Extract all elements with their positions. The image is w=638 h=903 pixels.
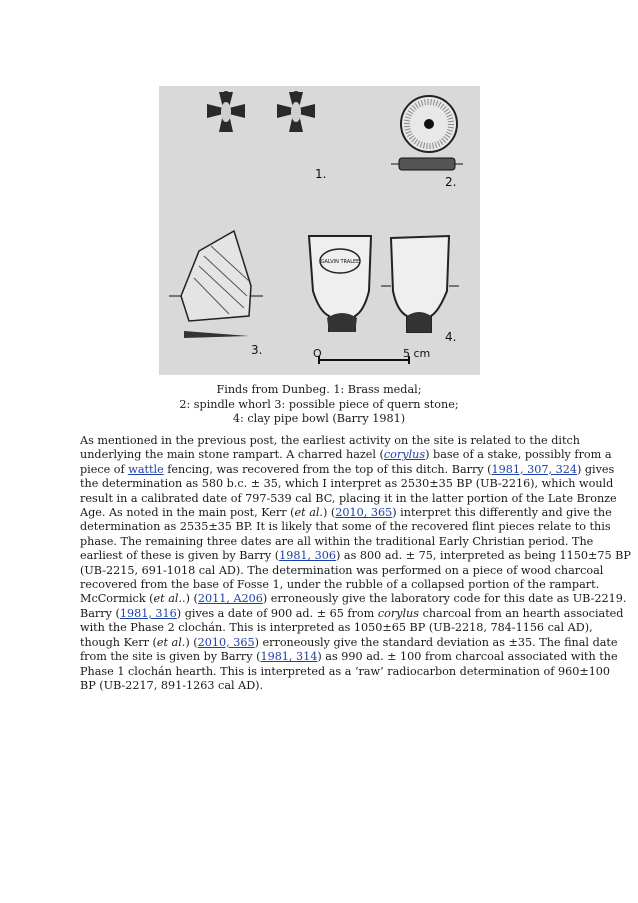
- text-line: (UB-2215, 691-1018 cal AD). The determination was performed on a piece of wood charcoal: [80, 563, 604, 577]
- barry-1981-306-link[interactable]: 1981, 306: [279, 549, 337, 563]
- caption-line: Finds from Dunbeg. 1: Brass medal;: [216, 383, 422, 396]
- figure-caption: [80, 383, 558, 427]
- text-line: result in a calibrated date of 797-539 cal BC, placing it in the latter portion of the Late Bronze: [80, 491, 617, 505]
- text-line: BP (UB-2217, 891-1263 cal AD).: [80, 678, 264, 692]
- pipe-stamp: GALVIN TRALEE: [320, 259, 360, 265]
- text-line: earliest of these is given by Barry (1981, 306) as 800 ad. ± 75, interpreted as being 1150±75 BP: [80, 549, 631, 563]
- finds-figure: [159, 86, 480, 375]
- text-line: phase. The remaining three dates are all within the traditional Early Christian period. The: [80, 534, 594, 548]
- text-line: Age. As noted in the main post, Kerr (et al.) (2010, 365) interpret this differently and give the: [80, 506, 612, 520]
- wattle-link[interactable]: wattle: [128, 462, 164, 476]
- kerr-2010-link-2[interactable]: 2010, 365: [197, 635, 255, 649]
- figure-label-2: 2.: [445, 175, 457, 189]
- text-line: As mentioned in the previous post, the earliest activity on the site is related to the ditch: [80, 434, 580, 447]
- scale-zero: O: [313, 347, 322, 360]
- barry-1981-307-link[interactable]: 1981, 307, 324: [491, 462, 577, 476]
- text-line: recovered from the base of Fosse 1, under the rubble of a collapsed portion of the rampart.: [80, 578, 600, 592]
- corylus-link[interactable]: corylus: [383, 448, 426, 462]
- figure-label-3: 3.: [251, 343, 263, 357]
- quern-stone-fragment: [169, 231, 263, 338]
- caption-line: 2: spindle whorl 3: possible piece of quern stone;: [179, 397, 459, 411]
- brass-medal-back: [277, 91, 315, 132]
- brass-medal-front: [207, 91, 245, 132]
- text-line: though Kerr (et al.) (2010, 365) erroneously give the standard deviation as ±35. The final date: [80, 635, 618, 649]
- caption-line: 4: clay pipe bowl (Barry 1981): [232, 412, 406, 425]
- barry-1981-316-link[interactable]: 1981, 316: [119, 606, 177, 620]
- text-line: the determination as 580 b.c. ± 35, which I interpret as 2530±35 BP (UB-2216), which would: [80, 477, 614, 491]
- text-line: McCormick (et al..) (2011, A206) erroneously give the laboratory code for this date as UB-2219.: [80, 592, 627, 606]
- spindle-whorl: [391, 96, 463, 170]
- finds-drawing: [159, 86, 480, 375]
- text-line: determination as 2535±35 BP. It is likely that some of the recovered flint pieces relate to this: [80, 520, 611, 534]
- kerr-2010-link[interactable]: 2010, 365: [335, 506, 393, 520]
- figure-label-4: 4.: [445, 330, 457, 344]
- barry-1981-314-link[interactable]: 1981, 314: [260, 650, 318, 664]
- text-line: piece of wattle fencing, was recovered from the top of this ditch. Barry (1981, 307, 324) gives: [80, 462, 615, 476]
- figure-label-1: 1.: [315, 167, 327, 181]
- article-text: [80, 434, 631, 693]
- clay-pipe-bowl-front: [309, 236, 371, 332]
- text-line: with the Phase 2 clochán. This is interpreted as 1050±65 BP (UB-2218, 784-1156 cal AD),: [80, 621, 593, 635]
- mccormick-2011-link[interactable]: 2011, A206: [197, 592, 263, 606]
- scale-bar: [319, 356, 409, 364]
- text-line: underlying the main stone rampart. A charred hazel (corylus) base of a stake, possibly from a: [80, 448, 612, 462]
- text-line: from the site is given by Barry (1981, 314) as 990 ad. ± 100 from charcoal associated with the: [80, 650, 618, 664]
- text-line: Barry (1981, 316) gives a date of 900 ad. ± 65 from corylus charcoal from an hearth associated: [80, 606, 624, 620]
- scale-label: 5 cm: [403, 347, 431, 360]
- text-line: Phase 1 clochán hearth. This is interpreted as a ‘raw’ radiocarbon determination of 960±100: [80, 664, 611, 678]
- clay-pipe-bowl-side: [381, 236, 459, 332]
